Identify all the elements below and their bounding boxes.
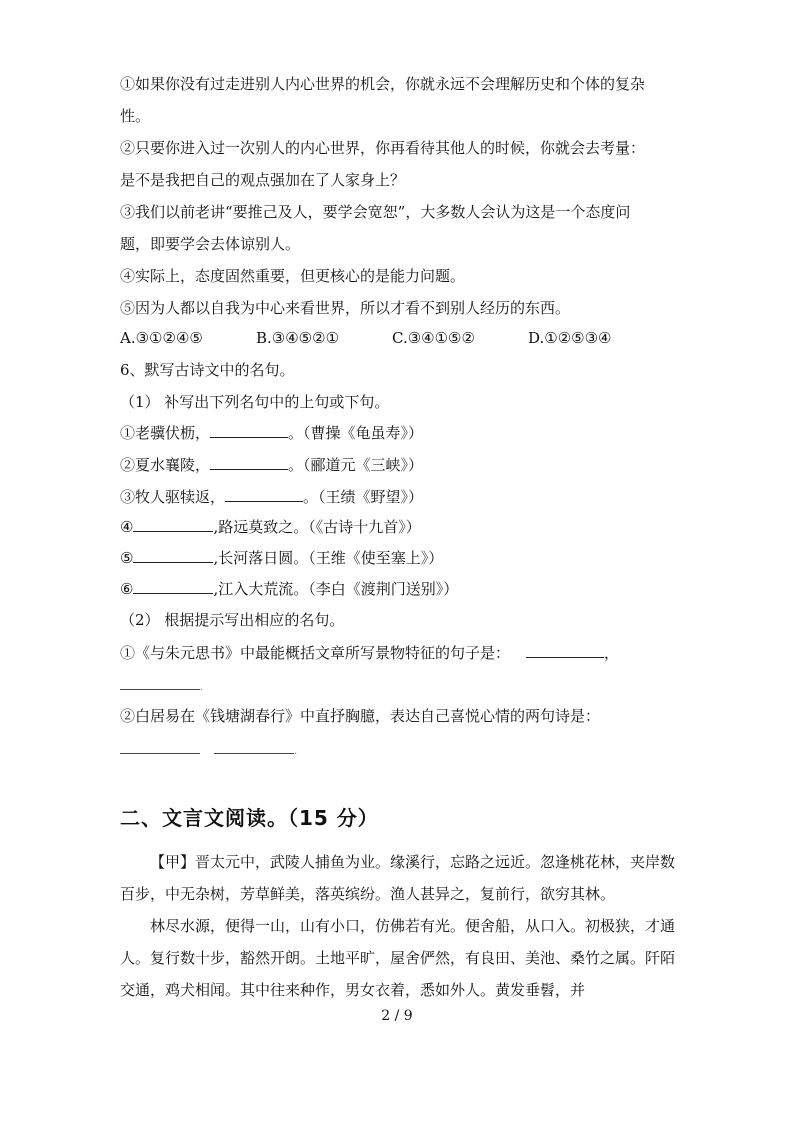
option-a: A.③①②④⑤ bbox=[120, 329, 203, 347]
fill-4-prefix: ④ bbox=[120, 518, 134, 536]
answer-blank-6[interactable] bbox=[133, 578, 213, 594]
passage-paragraph-2: 林尽水源，便得一山，山有小口，仿佛若有光。便舍船，从口入。初极狭，才通人。复行数十步，豁然开朗。土地平旷，屋舍俨然，有良田、美池、桑竹之属。阡陌交通，鸡犬相闻。其中往来种作，男女衣着，悉如外人。黄发垂髫，并 bbox=[120, 917, 676, 999]
item-5: ⑤因为人都以自我为中心来看世界，所以才看不到别人经历的东西。 bbox=[120, 299, 571, 317]
fill-6-prefix: ⑥ bbox=[120, 580, 134, 598]
fill-5-suffix: ,长河落日圆。（王维《使至塞上》） bbox=[213, 549, 444, 567]
option-b: B.③④⑤②① bbox=[256, 329, 340, 347]
fill-5-prefix: ⑤ bbox=[120, 549, 134, 567]
fill-line-3 bbox=[120, 486, 423, 507]
section-heading: 二、文言文阅读。（15 分） bbox=[120, 806, 379, 830]
answer-blank-p1b[interactable] bbox=[120, 674, 200, 690]
page-number: 2 / 9 bbox=[381, 1008, 413, 1024]
answer-blank-5[interactable] bbox=[133, 547, 213, 563]
fill-4-suffix: ,路远莫致之。（《古诗十九首》） bbox=[213, 518, 421, 536]
fill-6-suffix: ,江入大荒流。（李白《渡荆门送别》） bbox=[213, 580, 459, 598]
answer-blank-3[interactable] bbox=[225, 486, 303, 502]
prompt-1-comma: ， bbox=[604, 644, 620, 662]
prompt-line-2: ②白居易在《钱塘湖春行》中直抒胸臆，表达自己喜悦心情的两句诗是： bbox=[120, 707, 601, 725]
item-4: ④实际上，态度固然重要，但更核心的是能力问题。 bbox=[120, 267, 466, 285]
question-6-sub1: （1） 补写出下列名句中的上句或下句。 bbox=[120, 393, 390, 411]
answer-blank-2[interactable] bbox=[210, 454, 288, 470]
fill-line-5 bbox=[120, 547, 443, 568]
prompt-1-end-mark: . bbox=[200, 682, 204, 693]
item-3-line-2: 题，即要学会去体谅别人。 bbox=[120, 235, 301, 253]
answer-blank-1[interactable] bbox=[210, 422, 288, 438]
item-1-line-1: ①如果你没有过走进别人内心世界的机会，你就永远不会理解历史和个体的复杂 bbox=[120, 75, 646, 93]
item-2-line-1: ②只要你进入过一次别人的内心世界，你再看待其他人的时候，你就会去考量： bbox=[120, 139, 646, 157]
item-3-line-1: ③我们以前老讲“要推己及人，要学会宽恕”，大多数人会认为这是一个态度问 bbox=[120, 203, 631, 221]
answer-blank-p1a[interactable] bbox=[526, 642, 604, 658]
prompt-line-1-cont bbox=[120, 674, 203, 698]
answer-blank-p2a[interactable] bbox=[120, 738, 200, 754]
fill-1-suffix: 。（曹操《龟虽寿》） bbox=[288, 424, 424, 442]
item-2-line-2: 是不是我把自己的观点强加在了人家身上？ bbox=[120, 171, 406, 189]
fill-line-4 bbox=[120, 516, 421, 537]
fill-line-2 bbox=[120, 454, 423, 475]
option-d: D.①②⑤③④ bbox=[528, 329, 612, 347]
answer-blank-4[interactable] bbox=[133, 516, 213, 532]
prompt-line-2-cont bbox=[120, 738, 297, 762]
answer-blank-p2b[interactable] bbox=[214, 738, 294, 754]
option-c: C.③④①⑤② bbox=[392, 329, 475, 347]
fill-line-6 bbox=[120, 578, 458, 599]
passage-paragraph-1: 【甲】晋太元中，武陵人捕鱼为业。缘溪行，忘路之远近。忽逢桃花林，夹岸数百步，中无杂树，芳草鲜美，落英缤纷。渔人甚异之，复前行，欲穷其林。 bbox=[120, 853, 676, 903]
prompt-line-1 bbox=[120, 642, 619, 663]
fill-3-prefix: ③牧人驱犊返， bbox=[120, 488, 226, 506]
fill-2-suffix: 。（郦道元《三峡》） bbox=[288, 456, 424, 474]
fill-3-suffix: 。（王绩《野望》） bbox=[303, 488, 424, 506]
item-1-line-2: 性。 bbox=[120, 107, 151, 125]
fill-line-1 bbox=[120, 422, 423, 443]
prompt-2-end-mark: . bbox=[294, 746, 298, 757]
answer-options bbox=[120, 328, 612, 348]
fill-2-prefix: ②夏水襄陵， bbox=[120, 456, 211, 474]
question-6-sub2: （2） 根据提示写出相应的名句。 bbox=[120, 611, 345, 629]
prompt-1-text: ①《与朱元思书》中最能概括文章所写景物特征的句子是： bbox=[120, 644, 511, 662]
question-6-title: 6、默写古诗文中的名句。 bbox=[120, 361, 295, 379]
fill-1-prefix: ①老骥伏枥， bbox=[120, 424, 211, 442]
